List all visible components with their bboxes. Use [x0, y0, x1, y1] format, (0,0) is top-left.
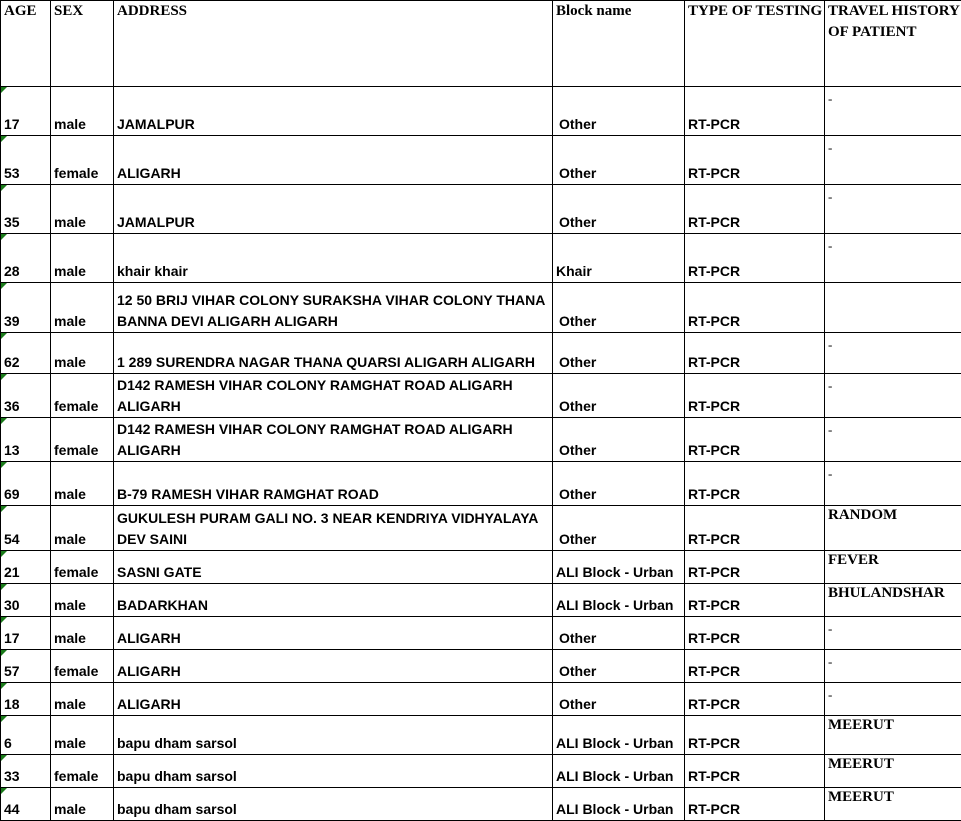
address-cell[interactable]: BADARKHAN	[114, 584, 553, 617]
travel-history-cell[interactable]: RANDOM	[825, 506, 961, 551]
testing-type-cell[interactable]: RT-PCR	[685, 716, 825, 755]
testing-type-cell[interactable]: RT-PCR	[685, 506, 825, 551]
testing-type-cell[interactable]: RT-PCR	[685, 87, 825, 136]
age-cell[interactable]: 13	[1, 418, 51, 462]
testing-type-cell[interactable]: RT-PCR	[685, 584, 825, 617]
travel-history-cell[interactable]: MEERUT	[825, 755, 961, 788]
travel-history-cell[interactable]: BHULANDSHAR	[825, 584, 961, 617]
travel-history-cell[interactable]	[825, 283, 961, 333]
age-cell[interactable]: 6	[1, 716, 51, 755]
block-name-cell[interactable]: Other	[553, 333, 685, 374]
testing-type-cell[interactable]: RT-PCR	[685, 462, 825, 506]
sex-cell[interactable]: male	[51, 283, 114, 333]
block-name-cell[interactable]: Other	[553, 185, 685, 234]
address-cell[interactable]: B-79 RAMESH VIHAR RAMGHAT ROAD	[114, 462, 553, 506]
address-cell[interactable]: 12 50 BRIJ VIHAR COLONY SURAKSHA VIHAR COLONY THANA BANNA DEVI ALIGARH ALIGARH	[114, 283, 553, 333]
block-name-cell[interactable]: Other	[553, 87, 685, 136]
age-cell[interactable]: 35	[1, 185, 51, 234]
testing-type-cell[interactable]: RT-PCR	[685, 683, 825, 716]
address-cell[interactable]: ALIGARH	[114, 136, 553, 185]
block-name-cell[interactable]: Other	[553, 283, 685, 333]
travel-history-cell[interactable]: -	[825, 462, 961, 506]
testing-type-cell[interactable]: RT-PCR	[685, 418, 825, 462]
block-name-cell[interactable]: ALI Block - Urban	[553, 716, 685, 755]
sex-cell[interactable]: male	[51, 716, 114, 755]
age-cell[interactable]: 30	[1, 584, 51, 617]
age-cell[interactable]: 21	[1, 551, 51, 584]
travel-history-cell[interactable]: -	[825, 650, 961, 683]
block-name-cell[interactable]: ALI Block - Urban	[553, 755, 685, 788]
header-sex[interactable]: SEX	[51, 1, 114, 87]
header-travel-history[interactable]: TRAVEL HISTORY OF PATIENT	[825, 1, 961, 87]
age-cell[interactable]: 44	[1, 788, 51, 821]
sex-cell[interactable]: male	[51, 185, 114, 234]
table-row	[1, 788, 961, 821]
table-row	[1, 617, 961, 650]
age-cell[interactable]: 69	[1, 462, 51, 506]
sex-cell[interactable]: male	[51, 584, 114, 617]
age-cell[interactable]: 57	[1, 650, 51, 683]
age-cell[interactable]: 39	[1, 283, 51, 333]
testing-type-cell[interactable]: RT-PCR	[685, 185, 825, 234]
testing-type-cell[interactable]: RT-PCR	[685, 755, 825, 788]
block-name-cell[interactable]: ALI Block - Urban	[553, 584, 685, 617]
sex-cell[interactable]: male	[51, 788, 114, 821]
block-name-cell[interactable]: Other	[553, 683, 685, 716]
sex-cell[interactable]: female	[51, 650, 114, 683]
age-cell[interactable]: 53	[1, 136, 51, 185]
address-cell[interactable]: SASNI GATE	[114, 551, 553, 584]
address-cell[interactable]: ALIGARH	[114, 650, 553, 683]
address-cell[interactable]: JAMALPUR	[114, 87, 553, 136]
travel-history-cell[interactable]: FEVER	[825, 551, 961, 584]
travel-history-cell[interactable]: -	[825, 374, 961, 418]
block-name-cell[interactable]: ALI Block - Urban	[553, 788, 685, 821]
header-address[interactable]: ADDRESS	[114, 1, 553, 87]
table-row	[1, 185, 961, 234]
age-cell[interactable]: 28	[1, 234, 51, 283]
sex-cell[interactable]: female	[51, 136, 114, 185]
sex-cell[interactable]: male	[51, 462, 114, 506]
sex-cell[interactable]: male	[51, 234, 114, 283]
table-row	[1, 374, 961, 418]
testing-type-cell[interactable]: RT-PCR	[685, 650, 825, 683]
testing-type-cell[interactable]: RT-PCR	[685, 788, 825, 821]
block-name-cell[interactable]: Other	[553, 462, 685, 506]
testing-type-cell[interactable]: RT-PCR	[685, 333, 825, 374]
testing-type-cell[interactable]: RT-PCR	[685, 136, 825, 185]
travel-history-cell[interactable]: -	[825, 333, 961, 374]
sex-cell[interactable]: female	[51, 374, 114, 418]
address-cell[interactable]: bapu dham sarsol	[114, 716, 553, 755]
sex-cell[interactable]: male	[51, 617, 114, 650]
testing-type-cell[interactable]: RT-PCR	[685, 617, 825, 650]
address-cell[interactable]: GUKULESH PURAM GALI NO. 3 NEAR KENDRIYA VIDHYALAYA DEV SAINI	[114, 506, 553, 551]
address-cell[interactable]: ALIGARH	[114, 617, 553, 650]
travel-history-cell[interactable]: -	[825, 136, 961, 185]
travel-history-cell[interactable]: -	[825, 418, 961, 462]
table-row	[1, 716, 961, 755]
testing-type-cell[interactable]: RT-PCR	[685, 551, 825, 584]
address-cell[interactable]: 1 289 SURENDRA NAGAR THANA QUARSI ALIGARH ALIGARH	[114, 333, 553, 374]
address-cell[interactable]: D142 RAMESH VIHAR COLONY RAMGHAT ROAD ALIGARH ALIGARH	[114, 374, 553, 418]
address-cell[interactable]: bapu dham sarsol	[114, 755, 553, 788]
block-name-cell[interactable]: Other	[553, 374, 685, 418]
address-cell[interactable]: D142 RAMESH VIHAR COLONY RAMGHAT ROAD ALIGARH ALIGARH	[114, 418, 553, 462]
table-row	[1, 683, 961, 716]
table-row	[1, 87, 961, 136]
table-row	[1, 551, 961, 584]
block-name-cell[interactable]: Other	[553, 506, 685, 551]
testing-type-cell[interactable]: RT-PCR	[685, 374, 825, 418]
block-name-cell[interactable]: ALI Block - Urban	[553, 551, 685, 584]
sex-cell[interactable]: male	[51, 506, 114, 551]
age-cell[interactable]: 36	[1, 374, 51, 418]
travel-history-cell[interactable]: -	[825, 234, 961, 283]
address-cell[interactable]: bapu dham sarsol	[114, 788, 553, 821]
table-row	[1, 650, 961, 683]
sex-cell[interactable]: male	[51, 333, 114, 374]
table-row	[1, 418, 961, 462]
sex-cell[interactable]: male	[51, 683, 114, 716]
travel-history-cell[interactable]: -	[825, 617, 961, 650]
age-cell[interactable]: 17	[1, 87, 51, 136]
age-cell[interactable]: 33	[1, 755, 51, 788]
address-cell[interactable]: ALIGARH	[114, 683, 553, 716]
block-name-cell[interactable]: Other	[553, 136, 685, 185]
sex-cell[interactable]: male	[51, 87, 114, 136]
travel-history-cell[interactable]: -	[825, 87, 961, 136]
block-name-cell[interactable]: Other	[553, 650, 685, 683]
table-row	[1, 462, 961, 506]
age-cell[interactable]: 54	[1, 506, 51, 551]
age-cell[interactable]: 18	[1, 683, 51, 716]
table-row	[1, 283, 961, 333]
sex-cell[interactable]: female	[51, 551, 114, 584]
age-cell[interactable]: 17	[1, 617, 51, 650]
block-name-cell[interactable]: Other	[553, 617, 685, 650]
address-cell[interactable]: JAMALPUR	[114, 185, 553, 234]
travel-history-cell[interactable]: MEERUT	[825, 716, 961, 755]
header-type-of-testing[interactable]: TYPE OF TESTING	[685, 1, 825, 87]
block-name-cell[interactable]: Khair	[553, 234, 685, 283]
sex-cell[interactable]: female	[51, 755, 114, 788]
header-age[interactable]: AGE	[1, 1, 51, 87]
table-row	[1, 584, 961, 617]
header-block-name[interactable]: Block name	[553, 1, 685, 87]
table-row	[1, 234, 961, 283]
sex-cell[interactable]: female	[51, 418, 114, 462]
block-name-cell[interactable]: Other	[553, 418, 685, 462]
travel-history-cell[interactable]: MEERUT	[825, 788, 961, 821]
testing-type-cell[interactable]: RT-PCR	[685, 283, 825, 333]
travel-history-cell[interactable]: -	[825, 185, 961, 234]
table-body	[1, 1, 961, 821]
address-cell[interactable]: khair khair	[114, 234, 553, 283]
table-row	[1, 506, 961, 551]
header-row	[1, 1, 961, 87]
table-row	[1, 333, 961, 374]
table-row	[1, 755, 961, 788]
travel-history-cell[interactable]: -	[825, 683, 961, 716]
age-cell[interactable]: 62	[1, 333, 51, 374]
testing-type-cell[interactable]: RT-PCR	[685, 234, 825, 283]
table-row	[1, 136, 961, 185]
